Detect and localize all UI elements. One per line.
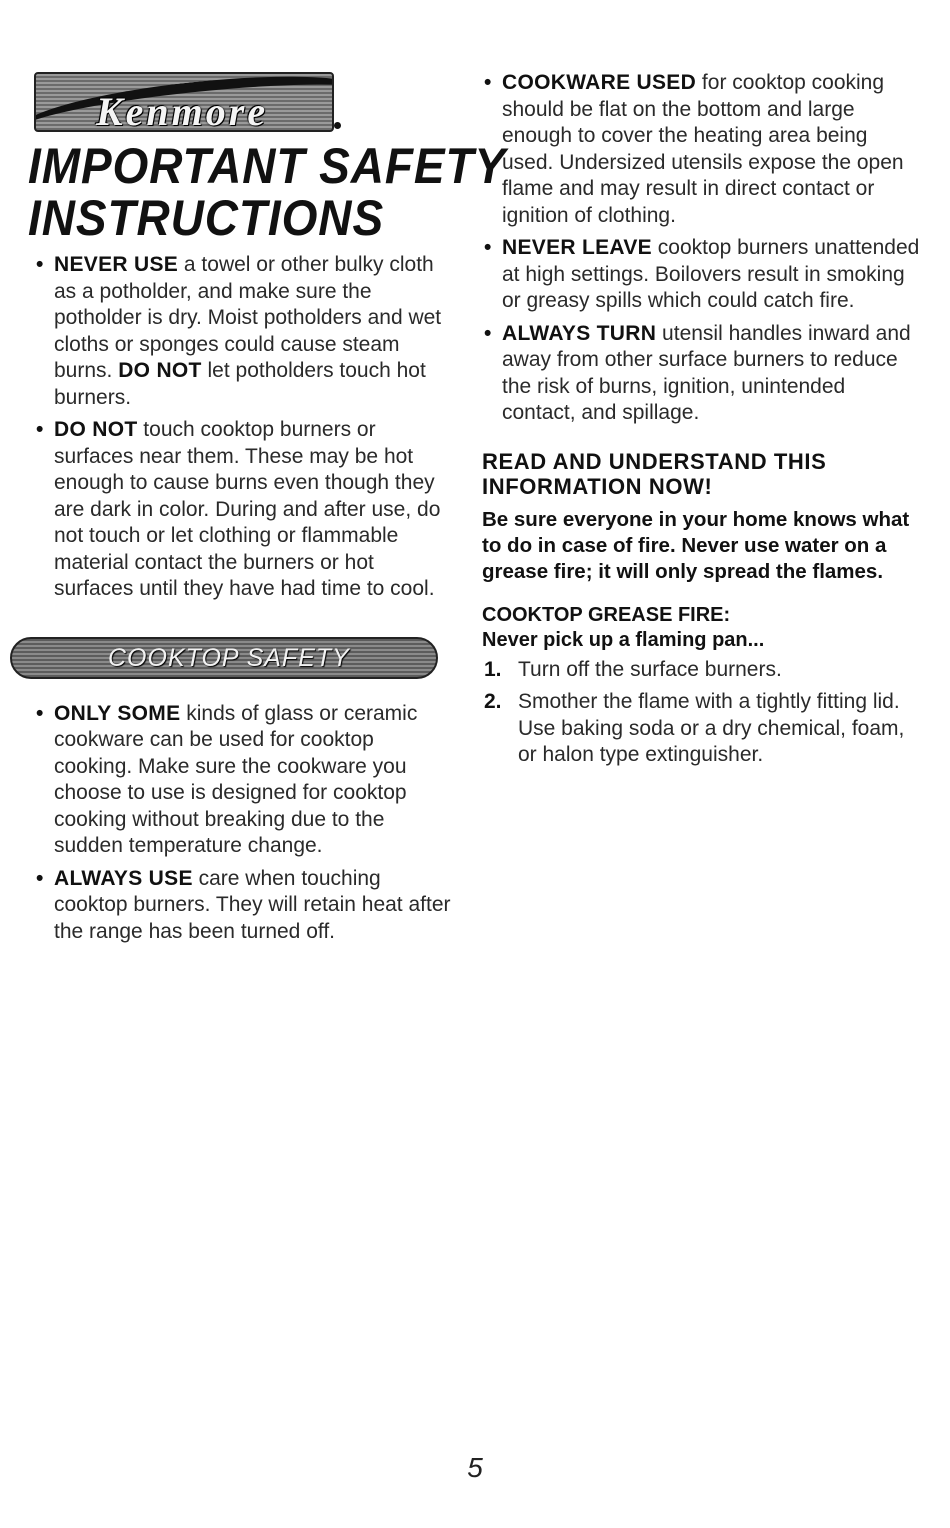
bullet-lead: DO NOT bbox=[54, 418, 138, 441]
bullet-always-turn bbox=[482, 321, 922, 427]
bullet-text: care when touching cooktop burners. They will retain heat after the range has been turned off. bbox=[54, 866, 451, 943]
page-number: 5 bbox=[467, 1452, 483, 1483]
bullet-text-2: let potholders touch hot burners. bbox=[54, 359, 426, 409]
step-item bbox=[482, 689, 922, 769]
bullet-lead-2: DO NOT bbox=[118, 359, 202, 382]
bullet-lead: COOKWARE USED bbox=[502, 71, 697, 94]
fire-warning: Be sure everyone in your home knows what to do in case of fire. Never use water on a grease fire; it will only spread the flames. bbox=[482, 507, 910, 583]
bullet-text: cooktop burners unattended at high settings. Boilovers result in smoking or greasy spills which could catch fire. bbox=[502, 236, 920, 312]
grease-fire-heading: COOKTOP GREASE FIRE: bbox=[482, 603, 731, 626]
left-column bbox=[28, 72, 507, 945]
title-line-1: IMPORTANT SAFETY bbox=[28, 138, 507, 194]
bullet-cookware-used bbox=[482, 70, 922, 229]
step-text: Turn off the surface burners. bbox=[518, 657, 782, 681]
kenmore-logo bbox=[34, 72, 344, 134]
bullet-text: for cooktop cooking should be flat on the bottom and large enough to cover the heating area being used. Undersized utensils expose the open flame and may result in direct contact or ignition of clothing. bbox=[502, 71, 904, 227]
right-column bbox=[482, 70, 922, 769]
title-line-2: INSTRUCTIONS bbox=[28, 190, 385, 246]
bullet-only-some bbox=[34, 701, 454, 860]
bullet-lead: ONLY SOME bbox=[54, 701, 181, 725]
bullet-lead: ALWAYS USE bbox=[54, 866, 193, 890]
logo-text: Kenmore bbox=[96, 89, 269, 132]
bullet-text: touch cooktop burners or surfaces near them. These may be hot enough to cause burns even though they are dark in color. During and after use, do not touch or let clothing or flammable material contact the burners or hot surfaces until they have had time to cool. bbox=[54, 418, 441, 600]
bullet-lead: ALWAYS TURN bbox=[502, 321, 657, 345]
read-and-understand-heading: READ AND UNDERSTAND THIS INFORMATION NOW! bbox=[482, 448, 827, 499]
bullet-text: utensil handles inward and away from other surface burners to reduce the risk of burns, ignition, unintended contact, and spillage. bbox=[502, 321, 911, 424]
logo-dot bbox=[334, 122, 341, 129]
step-text: Smother the flame with a tightly fitting lid. Use baking soda or a dry chemical, foam, or halon type extinguisher. bbox=[518, 690, 905, 766]
bullet-lead: NEVER LEAVE bbox=[502, 236, 652, 259]
grease-fire-subheading: Never pick up a flaming pan... bbox=[482, 628, 765, 651]
bullet-do-not bbox=[34, 417, 454, 603]
bullet-always-use bbox=[34, 866, 454, 946]
bullet-lead: NEVER USE bbox=[54, 253, 179, 276]
bullet-text: kinds of glass or ceramic cookware can be used for cooktop cooking. Make sure the cookware you choose to use is designed for cooktop cooking without breaking due to the sudden temperature change. bbox=[54, 701, 418, 857]
bullet-never-use bbox=[34, 252, 454, 411]
bullet-never-leave bbox=[482, 235, 922, 315]
cooktop-safety-banner bbox=[10, 637, 438, 679]
logo-badge bbox=[34, 72, 334, 132]
banner-label: COOKTOP SAFETY bbox=[108, 643, 350, 672]
step-item bbox=[482, 657, 922, 684]
step-number: 1. bbox=[484, 657, 502, 681]
page-title bbox=[28, 138, 507, 246]
step-number: 2. bbox=[484, 690, 502, 713]
bullet-text: a towel or other bulky cloth as a potholder, and make sure the potholder is dry. Moist potholders and wet cloths or sponges could cause steam burns. bbox=[54, 253, 442, 382]
